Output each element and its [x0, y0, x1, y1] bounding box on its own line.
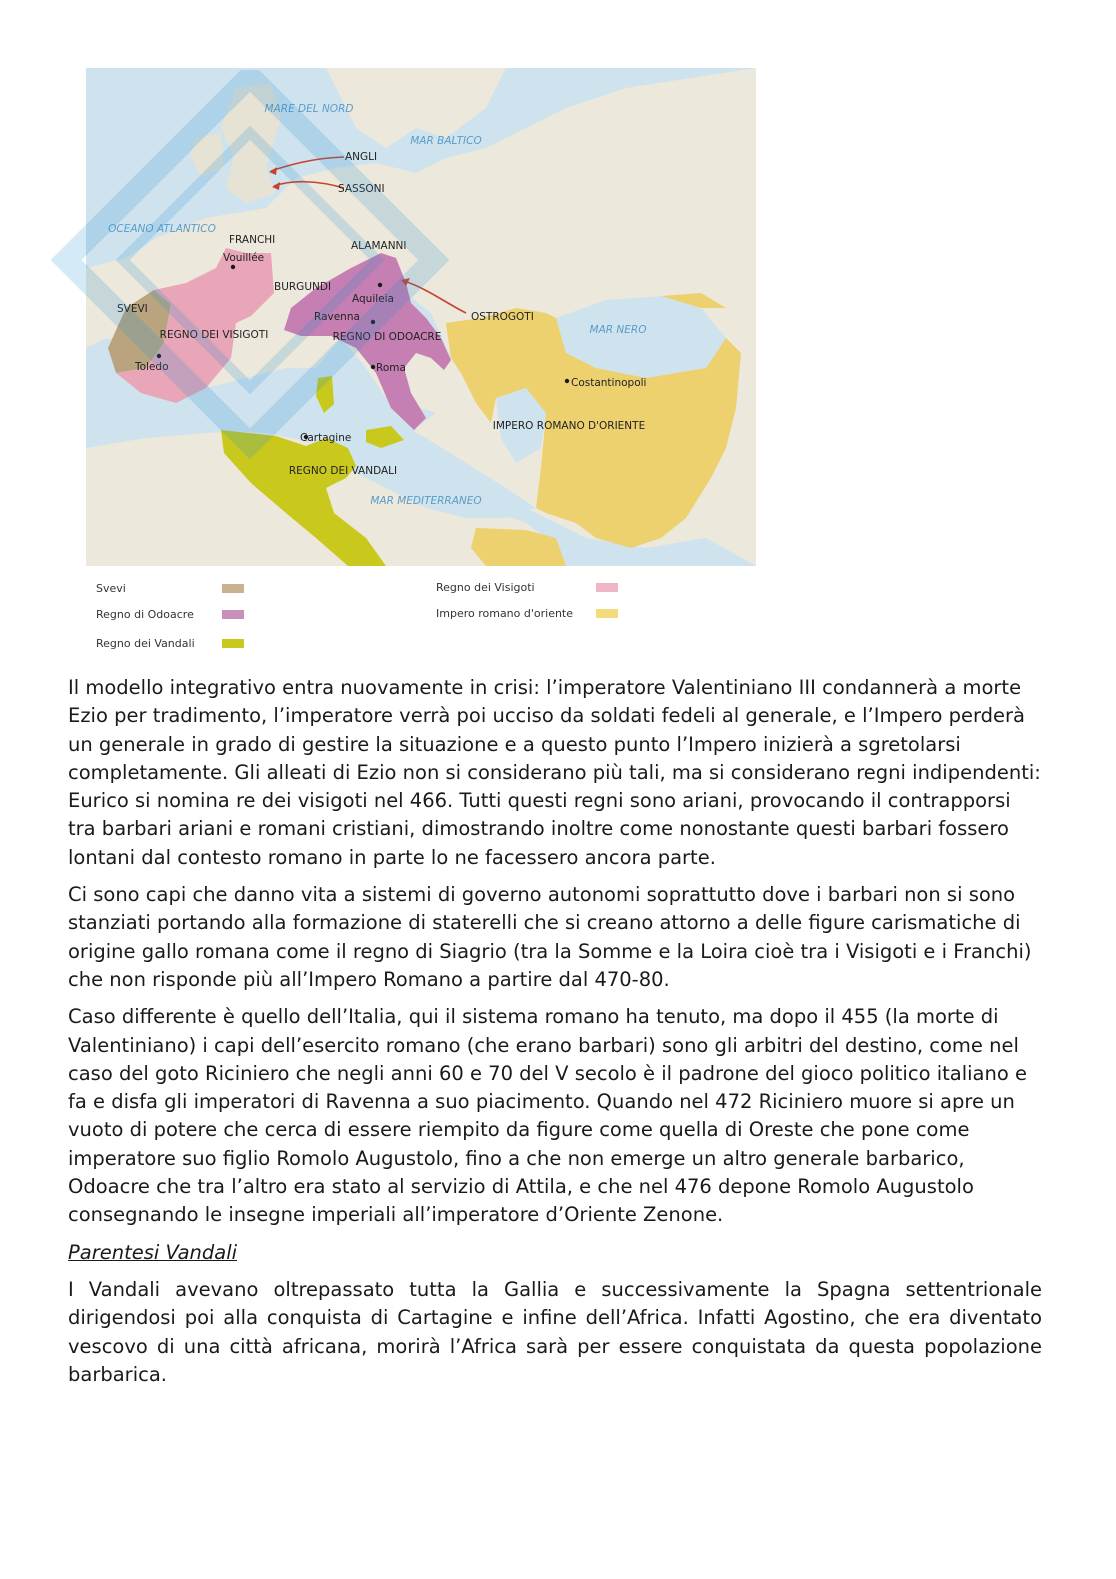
legend-label-visigoti: Regno dei Visigoti — [436, 581, 535, 594]
paragraph-3: Caso differente è quello dell’Italia, qui il sistema romano ha tenuto, ma dopo il 455 (la morte di Valentiniano) i capi dell’esercito romano (che erano barbari) sono gli arbitri del destino, come nel caso del goto Riciniero che negli anni 60 e 70 del V secolo è il padrone del gioco politico italiano e fa e disfa gli imperatori di Ravenna a suo piacimento. Quando nel 472 Riciniero muore si apre un vuoto di potere che cerca di essere riempito da figure come quella di Oreste che pone come imperatore suo figlio Romolo Augustolo, fino a che non emerge un altro generale barbarico, Odoacre che tra l’altro era stato al servizio di Attila, e che nel 476 depone Romolo Augustolo consegnando le insegne imperiali all’imperatore d’Oriente Zenone. — [68, 1005, 1027, 1227]
city-dot-vouillee — [231, 265, 235, 269]
label-ostrogoti: OSTROGOTI — [471, 311, 534, 323]
label-sassoni: SASSONI — [338, 183, 385, 195]
legend-item-svevi — [96, 582, 244, 595]
label-toledo: Toledo — [135, 361, 169, 373]
legend-label-odoacre: Regno di Odoacre — [96, 608, 194, 621]
legend-label-oriente: Impero romano d'oriente — [436, 607, 574, 620]
label-roma: Roma — [376, 362, 406, 374]
city-dot-costantinopoli — [565, 379, 569, 383]
label-ravenna: Ravenna — [314, 311, 360, 323]
label-vouillee: Vouillée — [223, 252, 265, 264]
legend-label-svevi: Svevi — [96, 582, 126, 595]
paragraph-1: Il modello integrativo entra nuovamente in crisi: l’imperatore Valentiniano III condannerà a morte Ezio per tradimento, l’imperatore verrà poi ucciso da soldati fedeli al generale, e l’Impero perderà un generale in grado di gestire la situazione e a questo punto l’Impero inizierà a sgretolarsi completamente. Gli alleati di Ezio non si considerano più tali, ma si considerano regni indipendenti: Eurico si nomina re dei visigoti nel 466. Tutti questi regni sono ariani, provocando il contrapporsi tra barbari ariani e romani cristiani, dimostrando inoltre come nonostante questi barbari fossero lontani dal contesto romano in parte lo ne facessero ancora parte. — [68, 676, 1041, 869]
legend-swatch-odoacre — [222, 610, 244, 619]
label-regno-visigoti: REGNO DEI VISIGOTI — [159, 329, 269, 341]
label-svevi: SVEVI — [117, 303, 148, 315]
label-alamanni: ALAMANNI — [351, 240, 407, 252]
city-dot-aquileia — [378, 283, 382, 287]
sea-label-atlantico: OCEANO ATLANTICO — [108, 223, 216, 235]
historical-map — [86, 68, 756, 566]
label-aquileia: Aquileia — [352, 293, 394, 305]
legend-swatch-oriente — [596, 609, 618, 618]
label-franchi: FRANCHI — [229, 234, 276, 246]
label-regno-odoacre: REGNO DI ODOACRE — [332, 331, 442, 343]
paragraph-2: Ci sono capi che danno vita a sistemi di governo autonomi soprattutto dove i barbari non si sono stanziati portando alla formazione di staterelli che si creano attorno a delle figure carismatiche di origine gallo romana come il regno di Siagrio (tra la Somme e la Loira cioè tra i Visigoti e i Franchi) che non risponde più all’Impero Romano a partire dal 470-80. — [68, 883, 1032, 991]
label-costantinopoli: Costantinopoli — [571, 377, 647, 389]
legend-item-vandali — [96, 637, 244, 650]
map-legend — [86, 574, 756, 664]
section-subhead: Parentesi Vandali — [68, 1240, 238, 1264]
legend-swatch-visigoti — [596, 583, 618, 592]
city-dot-ravenna — [371, 320, 375, 324]
legend-swatch-svevi — [222, 584, 244, 593]
sea-label-mediterraneo: MAR MEDITERRANEO — [370, 495, 482, 507]
label-impero-oriente: IMPERO ROMANO D'ORIENTE — [492, 420, 646, 432]
body-text — [68, 674, 1042, 1398]
legend-item-visigoti — [436, 581, 618, 594]
label-regno-vandali: REGNO DEI VANDALI — [288, 465, 398, 477]
label-angli: ANGLI — [345, 151, 378, 163]
sea-label-nord: MARE DEL NORD — [264, 103, 354, 115]
label-burgundi: BURGUNDI — [274, 281, 332, 293]
map-svg — [86, 68, 756, 566]
paragraph-4: I Vandali avevano oltrepassato tutta la Gallia e successivamente la Spagna settentrionale dirigendosi poi alla conquista di Cartagine e infine dell’Africa. Infatti Agostino, che era diventato vescovo di una città africana, morirà l’Africa sarà per essere conquistata da questa popolazione barbarica. — [68, 1277, 1042, 1386]
label-cartagine: Cartagine — [300, 432, 352, 444]
sea-label-nero: MAR NERO — [589, 324, 647, 336]
city-dot-roma — [371, 365, 375, 369]
legend-label-vandali: Regno dei Vandali — [96, 637, 195, 650]
sea-label-baltico: MAR BALTICO — [410, 135, 482, 147]
city-dot-toledo — [157, 354, 161, 358]
legend-item-odoacre — [96, 608, 244, 621]
legend-item-oriente — [436, 607, 618, 620]
legend-swatch-vandali — [222, 639, 244, 648]
